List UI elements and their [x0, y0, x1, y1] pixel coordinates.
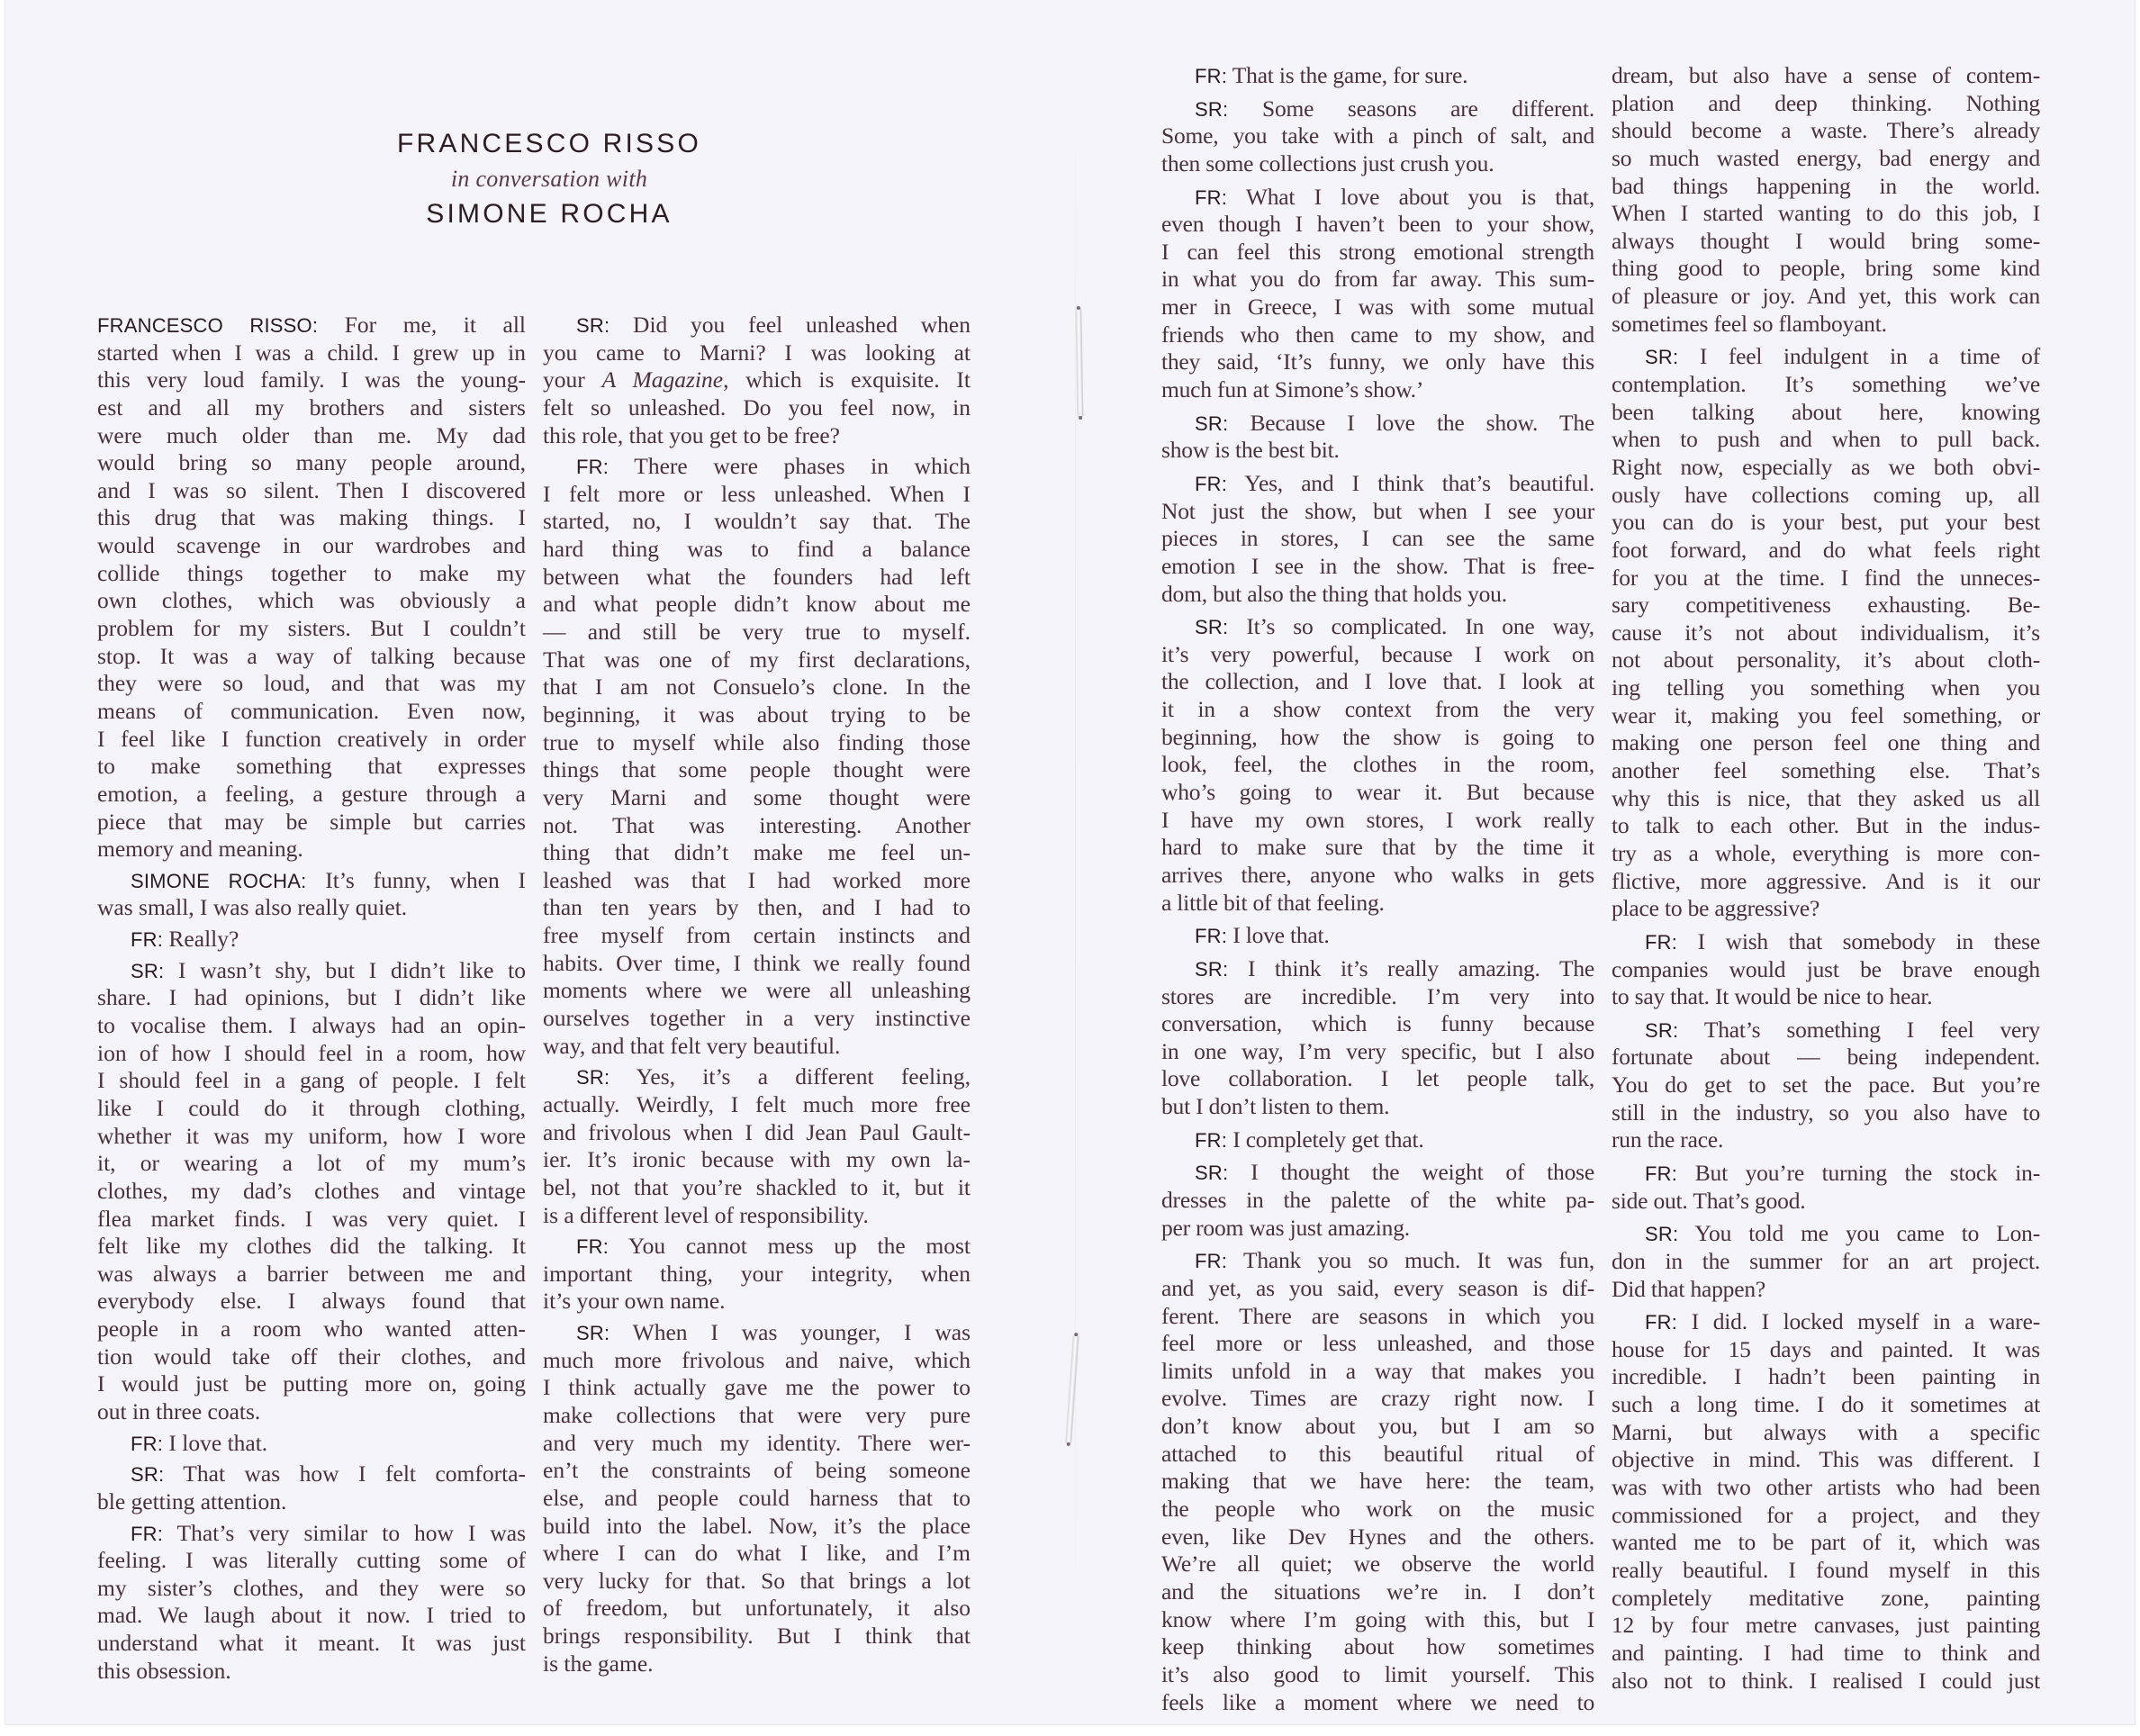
- text-line: FR: What I love about you is that,: [1195, 183, 1594, 210]
- speaker-label: SR:: [1645, 346, 1679, 369]
- text-line: this obsession.: [97, 1657, 231, 1684]
- text-line: flictive, more aggressive. And is it our: [1612, 867, 2040, 894]
- text-line: out in three coats.: [97, 1397, 261, 1424]
- text-line: sary competitiveness exhausting. Be-: [1612, 592, 2040, 619]
- speaker-label: FR:: [1195, 65, 1228, 87]
- publication-title: A Magazine: [601, 366, 724, 393]
- text-line: hard to make sure that by the time it: [1161, 834, 1594, 861]
- text-line: keep thinking about how sometimes: [1161, 1633, 1594, 1660]
- text-line: SR: That was how I felt comforta-: [131, 1460, 526, 1487]
- text-line: run the race.: [1612, 1126, 1724, 1153]
- text-line: Not just the show, but when I see your: [1161, 497, 1594, 524]
- speaker-label: FR:: [1645, 1311, 1678, 1334]
- dialogue-paragraph: [1161, 1247, 1594, 1716]
- text-line: started, no, I wouldn’t say that. The: [543, 508, 971, 535]
- speaker-label: FR:: [1645, 930, 1678, 954]
- text-line: much fun at Simone’s show.’: [1161, 376, 1424, 403]
- text-line: that I am not Consuelo’s clone. In the: [543, 674, 971, 701]
- text-line: would scavenge in our wardrobes and: [97, 532, 526, 559]
- text-line: means of communication. Even now,: [97, 697, 526, 724]
- text-line: I can feel this strong emotional strength: [1161, 238, 1594, 265]
- speaker-label: SR:: [1195, 1162, 1229, 1185]
- text-line: really beautiful. I found myself in this: [1612, 1556, 2040, 1583]
- text-line: so much wasted energy, bad energy and: [1612, 144, 2040, 171]
- text-line: place to be aggressive?: [1612, 895, 1820, 922]
- text-line: people in a room who wanted atten-: [97, 1316, 526, 1343]
- text-line: wanted me to be part of it, which was: [1612, 1529, 2040, 1556]
- text-column-2: [543, 312, 971, 1677]
- staple-icon: [1066, 1334, 1079, 1444]
- text-line: FR: That is the game, for sure.: [1195, 62, 1468, 88]
- dialogue-paragraph: [97, 926, 526, 954]
- text-line: FR: You cannot mess up the most: [576, 1233, 971, 1260]
- text-line: emotion, a feeling, a gesture through a: [97, 780, 526, 807]
- text-line: to make something that expresses: [97, 753, 526, 780]
- text-line: why this is nice, that they asked us all: [1612, 784, 2040, 811]
- speaker-label: FR:: [1195, 185, 1228, 209]
- text-line: look, feel, the clothes in the room,: [1161, 751, 1594, 778]
- text-line: ferent. There are seasons in which you: [1161, 1302, 1594, 1329]
- text-line: That was one of my first declarations,: [543, 646, 971, 673]
- text-line: — and still be very true to myself.: [543, 619, 971, 646]
- text-line: of pleasure or joy. And yet, this work can: [1612, 283, 2040, 310]
- text-line: the collection, and I love that. I look at: [1161, 668, 1594, 695]
- text-line: SR: I feel indulgent in a time of: [1645, 343, 2040, 370]
- text-line: habits. Over time, I think we really found: [543, 949, 971, 976]
- text-line: bad things happening in the world.: [1612, 172, 2040, 199]
- text-line: was with two other artists who had been: [1612, 1474, 2040, 1501]
- article-title: [342, 126, 756, 232]
- dialogue-paragraph: [1161, 62, 1594, 90]
- text-line: were much older than me. My dad: [97, 421, 526, 448]
- speaker-label: FR:: [576, 456, 609, 479]
- text-line: not about personality, it’s about cloth-: [1612, 646, 2040, 674]
- text-line: SR: I wasn’t shy, but I didn’t like to: [131, 956, 526, 983]
- dialogue-paragraph: [1161, 470, 1594, 608]
- text-line: free myself from certain instincts and: [543, 922, 971, 949]
- speaker-label: SR:: [576, 1066, 610, 1090]
- text-line: I felt more or less unleashed. When I: [543, 480, 971, 507]
- text-line: even, like Dev Hynes and the others.: [1161, 1523, 1594, 1550]
- text-line: things that some people thought were: [543, 756, 971, 783]
- text-line: who’s going to wear it. But because: [1161, 779, 1594, 806]
- speaker-label: FR:: [131, 1522, 164, 1545]
- dialogue-paragraph: [1161, 955, 1594, 1121]
- text-line: attached to this beautiful ritual of: [1161, 1440, 1594, 1467]
- text-line: then some collections just crush you.: [1161, 149, 1494, 176]
- text-line: you came to Marni? I was looking at: [543, 339, 971, 366]
- text-line: brings responsibility. But I think that: [543, 1623, 971, 1650]
- text-line: FR: Yes, and I think that’s beautiful.: [1195, 469, 1594, 496]
- text-line: true to myself while also finding those: [543, 728, 971, 755]
- speaker-label: FR:: [1195, 1250, 1228, 1273]
- text-line: whether it was my uniform, how I wore: [97, 1122, 526, 1149]
- text-line: much more frivolous and naive, which: [543, 1346, 971, 1373]
- text-line: friends who then came to my show, and: [1161, 321, 1594, 348]
- text-line: everybody else. I always found that: [97, 1288, 526, 1315]
- text-line: been talking about here, knowing: [1612, 398, 2040, 425]
- text-line: Did that happen?: [1612, 1275, 1765, 1302]
- text-line: for you at the time. I find the unneces-: [1612, 564, 2040, 591]
- text-line: always thought I would bring some-: [1612, 227, 2040, 254]
- text-line: beginning, how the show is going to: [1161, 723, 1594, 750]
- text-line: and I was so silent. Then I discovered: [97, 476, 526, 503]
- text-line: SR: It’s so complicated. In one way,: [1195, 613, 1594, 640]
- text-line: thing that didn’t make me feel un-: [543, 839, 971, 866]
- speaker-label: FR:: [131, 1432, 164, 1455]
- speaker-label: SR:: [1195, 97, 1229, 121]
- text-line: Marni, but always with a specific: [1612, 1418, 2040, 1445]
- text-line: I would just be putting more on, going: [97, 1370, 526, 1397]
- text-line: know where I’m going with this, but I: [1161, 1605, 1594, 1632]
- text-line: I have my own stores, I work really: [1161, 806, 1594, 833]
- text-line: mer in Greece, I was with some mutual: [1161, 294, 1594, 321]
- text-line: objective in mind. This was different. I: [1612, 1446, 2040, 1473]
- dialogue-paragraph: [97, 867, 526, 922]
- text-line: it in a show context from the very: [1161, 696, 1594, 723]
- text-line: another feel something else. That’s: [1612, 757, 2040, 784]
- text-line: flea market finds. I was very quiet. I: [97, 1205, 526, 1232]
- dialogue-paragraph: [1612, 1308, 2040, 1695]
- dialogue-paragraph: [97, 312, 526, 863]
- text-line: making that we have here: the team,: [1161, 1468, 1594, 1495]
- text-line: between what the founders had left: [543, 563, 971, 590]
- speaker-label: SIMONE ROCHA:: [131, 869, 307, 892]
- text-line: stores are incredible. I’m very into: [1161, 982, 1594, 1009]
- text-line: build into the label. Now, it’s the place: [543, 1512, 971, 1539]
- speaker-label: FR:: [1195, 1128, 1228, 1152]
- speaker-label: SR:: [1645, 1018, 1679, 1042]
- dialogue-paragraph: [1161, 613, 1594, 917]
- text-line: ble getting attention.: [97, 1487, 287, 1514]
- text-line: bel, not that you’re shackled to it, but it: [543, 1173, 971, 1200]
- text-line: house for 15 days and painted. It was: [1612, 1335, 2040, 1362]
- speaker-label: FRANCESCO RISSO:: [97, 314, 319, 337]
- text-line: a little bit of that feeling.: [1161, 889, 1385, 916]
- text-line: in what you do from far away. This sum-: [1161, 266, 1594, 293]
- text-line: SR: You told me you came to Lon-: [1645, 1220, 2040, 1247]
- text-line: leashed was that I had worked more: [543, 866, 971, 893]
- text-line: I think actually gave me the power to: [543, 1374, 971, 1401]
- text-line: was small, I was also really quiet.: [97, 894, 408, 921]
- interviewee-name: SIMONE ROCHA: [426, 199, 673, 229]
- text-line: dom, but also the thing that holds you.: [1161, 580, 1507, 607]
- text-line: Right now, especially as we both obvi-: [1612, 453, 2040, 480]
- text-line: very Marni and some thought were: [543, 783, 971, 810]
- text-line: stop. It was a way of talking because: [97, 642, 526, 669]
- text-line: side out. That’s good.: [1612, 1187, 1806, 1214]
- dialogue-paragraph: [1612, 1160, 2040, 1215]
- speaker-label: SR:: [576, 314, 610, 337]
- text-line: est and all my brothers and sisters: [97, 393, 526, 420]
- dialogue-paragraph: [543, 1063, 971, 1229]
- text-line: FR: Really?: [131, 926, 239, 953]
- text-line: conversation, which is funny because: [1161, 1010, 1594, 1037]
- dialogue-paragraph: [543, 453, 971, 1060]
- dialogue-paragraph: [1161, 184, 1594, 404]
- text-line: memory and meaning.: [97, 836, 303, 863]
- text-line: ing telling you something when you: [1612, 674, 2040, 701]
- text-line: make collections that were very pure: [543, 1401, 971, 1428]
- text-line: pieces in stores, I can see the same: [1161, 525, 1594, 552]
- text-line: FR: Thank you so much. It was fun,: [1195, 1247, 1594, 1274]
- text-line: share. I had opinions, but I didn’t like: [97, 984, 526, 1011]
- text-line: SR: I think it’s really amazing. The: [1195, 954, 1594, 981]
- text-line: ously have collections coming up, all: [1612, 481, 2040, 508]
- text-line: to talk to each other. But in the indus-: [1612, 812, 2040, 839]
- text-line: don in the summer for an art project.: [1612, 1247, 2040, 1274]
- text-line: dream, but also have a sense of contem-: [1612, 62, 2040, 88]
- text-line: limits unfold in a way that makes you: [1161, 1357, 1594, 1384]
- text-line: SR: Some seasons are different.: [1195, 95, 1594, 122]
- text-line: you can do is your best, put your best: [1612, 509, 2040, 536]
- text-line: fortunate about — being independent.: [1612, 1044, 2040, 1071]
- text-line: felt so unleashed. Do you feel now, in: [543, 393, 971, 420]
- text-line: would bring so many people around,: [97, 449, 526, 476]
- text-line: SR: Because I love the show. The: [1195, 409, 1594, 436]
- text-line: SR: Yes, it’s a different feeling,: [576, 1063, 971, 1090]
- text-line: started when I was a child. I grew up in: [97, 339, 526, 366]
- text-line: to say that. It would be nice to hear.: [1612, 983, 1933, 1010]
- dialogue-paragraph: [1612, 1017, 2040, 1154]
- text-line: problem for my sisters. But I couldn’t: [97, 615, 526, 642]
- text-line: not. That was interesting. Another: [543, 811, 971, 838]
- text-line: felt like my clothes did the talking. It: [97, 1233, 526, 1260]
- text-line: companies would just be brave enough: [1612, 955, 2040, 982]
- dialogue-paragraph: [97, 1430, 526, 1458]
- text-line: this very loud family. I was the young-: [97, 366, 526, 393]
- text-line: actually. Weirdly, I felt much more free: [543, 1090, 971, 1117]
- dialogue-paragraph: [543, 1319, 971, 1677]
- text-line: and painting. I had time to think and: [1612, 1639, 2040, 1666]
- text-line: but I don’t listen to them.: [1161, 1093, 1390, 1120]
- text-line: wear it, making you feel something, or: [1612, 701, 2040, 728]
- text-line: feeling. I was literally cutting some of: [97, 1547, 526, 1574]
- speaker-label: SR:: [1645, 1223, 1679, 1246]
- text-line: was always a barrier between me and: [97, 1260, 526, 1287]
- text-line: SR: Did you feel unleashed when: [576, 312, 971, 338]
- text-line: ier. It’s ironic because with my own la-: [543, 1146, 971, 1173]
- text-line: FR: I completely get that.: [1195, 1126, 1424, 1153]
- spine-fold: [1075, 0, 1076, 1724]
- text-line: still in the industry, so you also have to: [1612, 1099, 2040, 1126]
- text-line: arrives there, anyone who walks in gets: [1161, 861, 1594, 888]
- text-line: and yet, as you said, every season is dif-: [1161, 1274, 1594, 1301]
- text-line: collide things together to make my: [97, 559, 526, 586]
- text-line: FR: I love that.: [131, 1429, 268, 1456]
- text-line: incredible. I hadn’t been painting in: [1612, 1363, 2040, 1390]
- title-connector: in conversation with: [450, 166, 648, 192]
- dialogue-paragraph: [1161, 1159, 1594, 1242]
- dialogue-paragraph: [97, 1460, 526, 1515]
- text-line: when to push and when to pull back.: [1612, 426, 2040, 453]
- speaker-label: FR:: [1195, 925, 1228, 948]
- dialogue-paragraph: [97, 957, 526, 1426]
- text-line: completely meditative zone, painting: [1612, 1584, 2040, 1611]
- text-line: FRANCESCO RISSO: For me, it all: [97, 312, 526, 338]
- text-line: understand what it meant. It was just: [97, 1630, 526, 1657]
- text-line: I should feel in a gang of people. I felt: [97, 1067, 526, 1094]
- text-line: very lucky for that. So that brings a lot: [543, 1567, 971, 1594]
- text-line: it’s also good to limit yourself. This: [1161, 1660, 1594, 1687]
- dialogue-paragraph: [97, 1520, 526, 1686]
- text-line: should become a waste. There’s already: [1612, 117, 2040, 144]
- text-line: show is the best bit.: [1161, 437, 1340, 464]
- text-line: FR: That’s very similar to how I was: [131, 1519, 526, 1546]
- text-line: foot forward, and do what feels right: [1612, 536, 2040, 563]
- text-line: emotion I see in the show. That is free-: [1161, 552, 1594, 579]
- text-line: don’t know about you, but I am so: [1161, 1413, 1594, 1440]
- text-line: tion would take off their clothes, and: [97, 1343, 526, 1370]
- text-line: and what people didn’t know about me: [543, 591, 971, 618]
- text-line: plation and deep thinking. Nothing: [1612, 89, 2040, 116]
- text-line: love collaboration. I let people talk,: [1161, 1065, 1594, 1092]
- text-line: en’t the constraints of being someone: [543, 1457, 971, 1484]
- text-line: beginning, it was about trying to be: [543, 701, 971, 728]
- text-line: Some, you take with a pinch of salt, and: [1161, 122, 1594, 149]
- text-line: SIMONE ROCHA: It’s funny, when I: [131, 866, 526, 893]
- text-line: FR: But you’re turning the stock in-: [1645, 1159, 2040, 1186]
- speaker-label: FR:: [131, 928, 164, 952]
- text-line: even though I haven’t been to your show,: [1161, 211, 1594, 238]
- interviewer-name: FRANCESCO RISSO: [396, 129, 702, 158]
- dialogue-paragraph: [1161, 1126, 1594, 1154]
- text-line: mad. We laugh about it now. I tried to: [97, 1602, 526, 1629]
- text-line: they said, ‘It’s funny, we only have this: [1161, 348, 1594, 375]
- text-line: FR: There were phases in which: [576, 453, 971, 480]
- text-line: 12 by four metre canvases, just painting: [1612, 1612, 2040, 1639]
- text-line: FR: I did. I locked myself in a ware-: [1645, 1308, 2040, 1335]
- speaker-label: SR:: [1195, 411, 1229, 435]
- dialogue-paragraph: [1161, 922, 1594, 950]
- text-line: it’s very powerful, because I work on: [1161, 640, 1594, 667]
- text-line: SR: That’s something I feel very: [1645, 1016, 2040, 1043]
- dialogue-paragraph: [1161, 410, 1594, 465]
- text-line: such a long time. I do it sometimes at: [1612, 1391, 2040, 1418]
- text-line: where I can do what I like, and I’m: [543, 1540, 971, 1567]
- text-line: my sister’s clothes, and they were so: [97, 1574, 526, 1601]
- text-line: try as a whole, everything is more con-: [1612, 839, 2040, 866]
- dialogue-paragraph: [1612, 1220, 2040, 1303]
- text-line: SR: I thought the weight of those: [1195, 1159, 1594, 1186]
- text-line: way, and that felt very beautiful.: [543, 1032, 841, 1059]
- text-line: thing good to people, bring some kind: [1612, 255, 2040, 282]
- dialogue-paragraph: [1612, 343, 2040, 922]
- text-line: and the situations we’re in. I don’t: [1161, 1578, 1594, 1605]
- text-line: SR: When I was younger, I was: [576, 1319, 971, 1346]
- text-line: making one person feel one thing and: [1612, 729, 2040, 756]
- text-column-3: [1161, 62, 1594, 1716]
- text-line: sometimes feel so flamboyant.: [1612, 310, 1887, 337]
- text-line: commissioned for a project, and they: [1612, 1501, 2040, 1528]
- staple-icon: [1076, 308, 1083, 418]
- speaker-label: FR:: [576, 1235, 609, 1259]
- text-line: ourselves together in a very instinctive: [543, 1005, 971, 1032]
- text-line: You do get to set the pace. But you’re: [1612, 1071, 2040, 1099]
- dialogue-paragraph: [1161, 95, 1594, 178]
- speaker-label: SR:: [1195, 616, 1229, 639]
- text-line: own clothes, which was obviously a: [97, 587, 526, 614]
- text-column-1: [97, 312, 526, 1685]
- text-line: in one way, I’m very specific, but I also: [1161, 1037, 1594, 1064]
- text-line: is the game.: [543, 1650, 654, 1677]
- speaker-label: FR:: [1645, 1162, 1678, 1185]
- text-line: ion of how I should feel in a room, how: [97, 1039, 526, 1066]
- dialogue-paragraph: [543, 312, 971, 449]
- text-line: and frivolous when I did Jean Paul Gault-: [543, 1118, 971, 1145]
- text-line: When I started wanting to do this job, I: [1612, 200, 2040, 227]
- dialogue-paragraph: [1612, 62, 2040, 338]
- speaker-label: SR:: [131, 1463, 165, 1487]
- text-line: than ten years by then, and I had to: [543, 894, 971, 921]
- text-line: contemplation. It’s something we’ve: [1612, 371, 2040, 398]
- text-line: clothes, my dad’s clothes and vintage: [97, 1177, 526, 1204]
- text-line: it’s your own name.: [543, 1288, 726, 1315]
- text-line: evolve. Times are crazy right now. I: [1161, 1385, 1594, 1412]
- text-line: to vocalise them. I always had an opin-: [97, 1012, 526, 1039]
- speaker-label: SR:: [131, 959, 165, 982]
- text-line: of freedom, but unfortunately, it also: [543, 1595, 971, 1622]
- text-line: your A Magazine, which is exquisite. It: [543, 366, 971, 393]
- text-line: is a different level of responsibility.: [543, 1201, 869, 1228]
- dialogue-paragraph: [1612, 928, 2040, 1011]
- text-line: FR: I love that.: [1195, 922, 1330, 949]
- text-line: cause it’s not about individualism, it’s: [1612, 619, 2040, 646]
- text-line: dresses in the palette of the white pa-: [1161, 1186, 1594, 1213]
- text-line: moments where we were all unleashing: [543, 977, 971, 1004]
- text-line: this role, that you get to be free?: [543, 421, 840, 448]
- speaker-label: FR:: [1195, 472, 1228, 495]
- text-line: they were so loud, and that was my: [97, 670, 526, 697]
- text-line: FR: I wish that somebody in these: [1645, 927, 2040, 954]
- text-line: else, and people could harness that to: [543, 1484, 971, 1511]
- text-line: We’re all quiet; we observe the world: [1161, 1551, 1594, 1578]
- speaker-label: SR:: [576, 1322, 610, 1345]
- text-line: and very much my identity. There wer-: [543, 1429, 971, 1456]
- text-line: the people who work on the music: [1161, 1496, 1594, 1523]
- text-line: per room was just amazing.: [1161, 1214, 1410, 1241]
- dialogue-paragraph: [543, 1233, 971, 1316]
- text-line: like I could do it through clothing,: [97, 1094, 526, 1121]
- text-line: important thing, your integrity, when: [543, 1260, 971, 1287]
- speaker-label: SR:: [1195, 957, 1229, 981]
- text-line: this drug that was making things. I: [97, 504, 526, 531]
- text-line: feel more or less unleashed, and those: [1161, 1330, 1594, 1357]
- text-line: also not to think. I realised I could just: [1612, 1667, 2040, 1694]
- text-line: piece that may be simple but carries: [97, 808, 526, 835]
- text-column-4: [1612, 62, 2040, 1695]
- text-line: feels like a moment where we need to: [1161, 1688, 1594, 1715]
- text-line: it, or wearing a lot of my mum’s: [97, 1150, 526, 1177]
- text-line: hard thing was to find a balance: [543, 536, 971, 563]
- text-line: I feel like I function creatively in order: [97, 725, 526, 752]
